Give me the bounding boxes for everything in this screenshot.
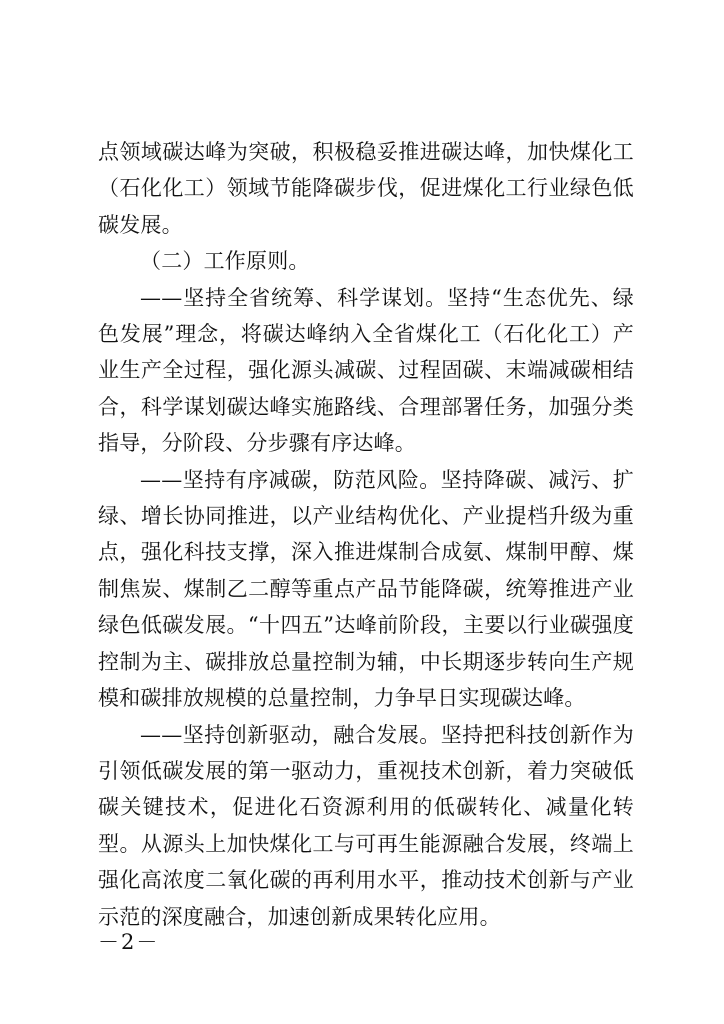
- section-heading-work-principles: （二）工作原则。: [140, 249, 310, 274]
- paragraph-principle-orderly-carbon-reduction: ——坚持有序减碳，防范风险。坚持降碳、减污、扩绿、增长协同推进，以产业结构优化、产业提档升级为重点，强化科技支撑，深入推进煤制合成氨、煤制甲醇、煤制焦炭、煤制乙二醇等重点产品节能降碳，统筹推进产业绿色低碳发展。“十四五”达峰前阶段，主要以行业碳强度控制为主、碳排放总量控制为辅，中长期逐步转向生产规模和碳排放规模的总量控制，力争早日实现碳达峰。: [98, 467, 634, 711]
- paragraph-principle-innovation-driven: ——坚持创新驱动，融合发展。坚持把科技创新作为引领低碳发展的第一驱动力，重视技术创新，着力突破低碳关键技术，促进化石资源利用的低碳转化、减量化转型。从源头上加快煤化工与可再生能源融合发展，终端上强化高浓度二氧化碳的再利用水平，推动技术创新与产业示范的深度融合，加速创新成果转化应用。: [98, 722, 634, 929]
- body-text: [98, 134, 634, 935]
- paragraph-continuation: 点领域碳达峰为突破，积极稳妥推进碳达峰，加快煤化工（石化化工）领域节能降碳步伐，促进煤化工行业绿色低碳发展。: [98, 140, 634, 237]
- paragraph-principle-overall-planning: ——坚持全省统筹、科学谋划。坚持“生态优先、绿色发展”理念，将碳达峰纳入全省煤化工（石化化工）产业生产全过程，强化源头减碳、过程固碳、末端减碳相结合，科学谋划碳达峰实施路线、合理部署任务，加强分类指导，分阶段、分步骤有序达峰。: [98, 285, 634, 456]
- page-number: －2－: [98, 930, 160, 954]
